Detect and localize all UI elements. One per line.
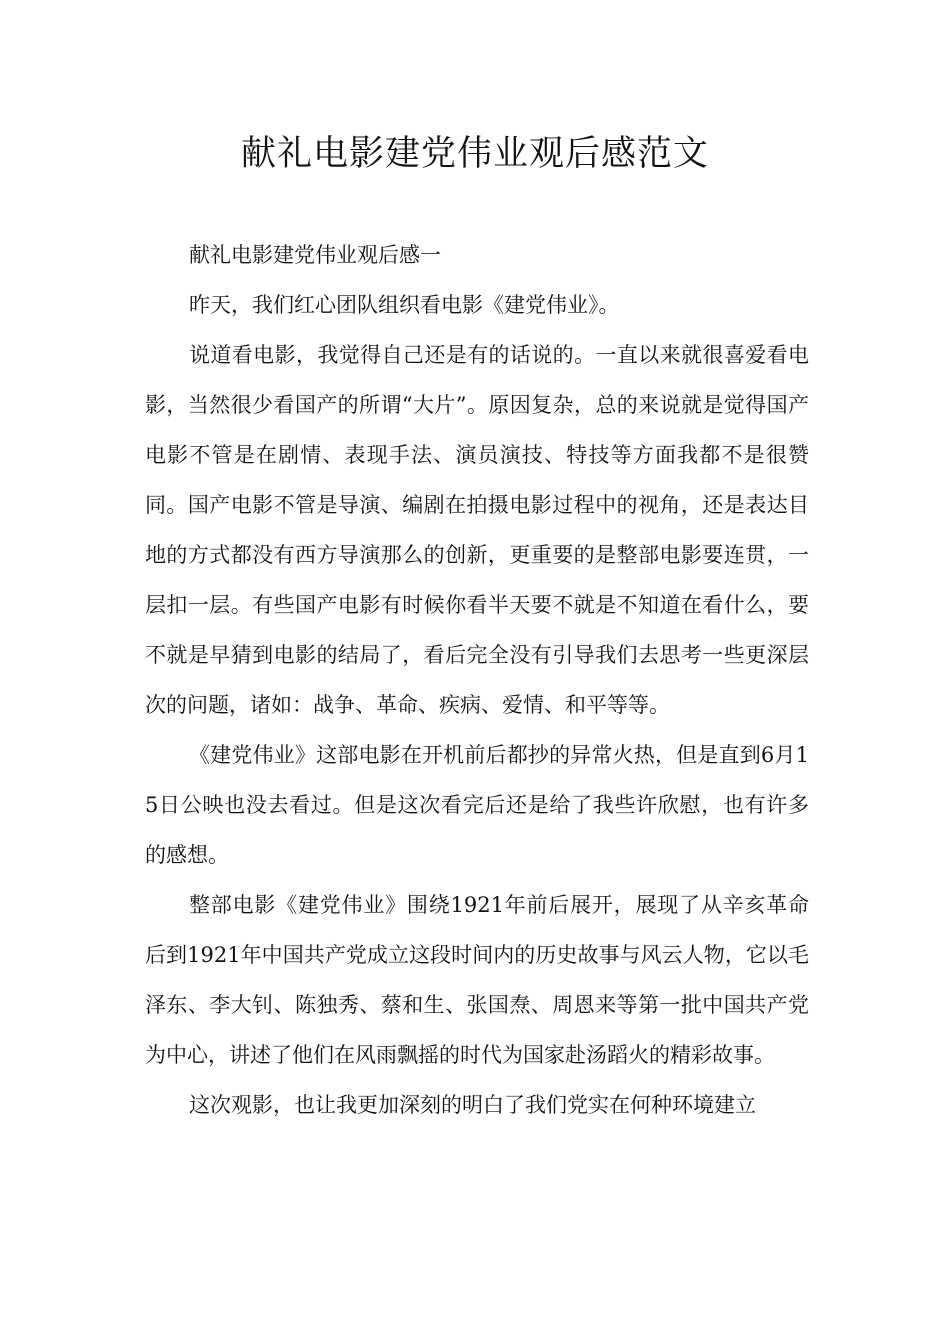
paragraph: 整部电影《建党伟业》围绕1921年前后展开，展现了从辛亥革命后到1921年中国共产党成立这段时间内的历史故事与风云人物，它以毛泽东、李大钊、陈独秀、蔡和生、张国焘、周恩来等第一批中国共产党为中心，讲述了他们在风雨飘摇的时代为国家赴汤蹈火的精彩故事。: [145, 893, 809, 1067]
paragraph: 昨天，我们红心团队组织看电影《建党伟业》。: [189, 293, 620, 317]
document-body: [145, 230, 809, 1130]
paragraph: 说道看电影，我觉得自己还是有的话说的。一直以来就很喜爱看电影，当然很少看国产的所谓“大片”。原因复杂，总的来说就是觉得国产电影不管是在剧情、表现手法、演员演技、特技等方面我都不是很赞同。国产电影不管是导演、编剧在拍摄电影过程中的视角，还是表达目地的方式都没有西方导演那么的创新，更重要的是整部电影要连贯，一层扣一层。有些国产电影有时候你看半天要不就是不知道在看什么，要不就是早猜到电影的结局了，看后完全没有引导我们去思考一些更深层次的问题，诸如：战争、革命、疾病、爱情、和平等等。: [145, 343, 809, 717]
paragraph: 《建党伟业》这部电影在开机前后都抄的异常火热，但是直到6月15日公映也没去看过。但是这次看完后还是给了我些许欣慰，也有许多的感想。: [145, 743, 809, 867]
paragraph: 这次观影，也让我更加深刻的明白了我们党实在何种环境建立: [189, 1093, 756, 1117]
paragraph-subtitle: 献礼电影建党伟业观后感一: [189, 243, 441, 267]
document-title: 献礼电影建党伟业观后感范文: [240, 134, 709, 174]
